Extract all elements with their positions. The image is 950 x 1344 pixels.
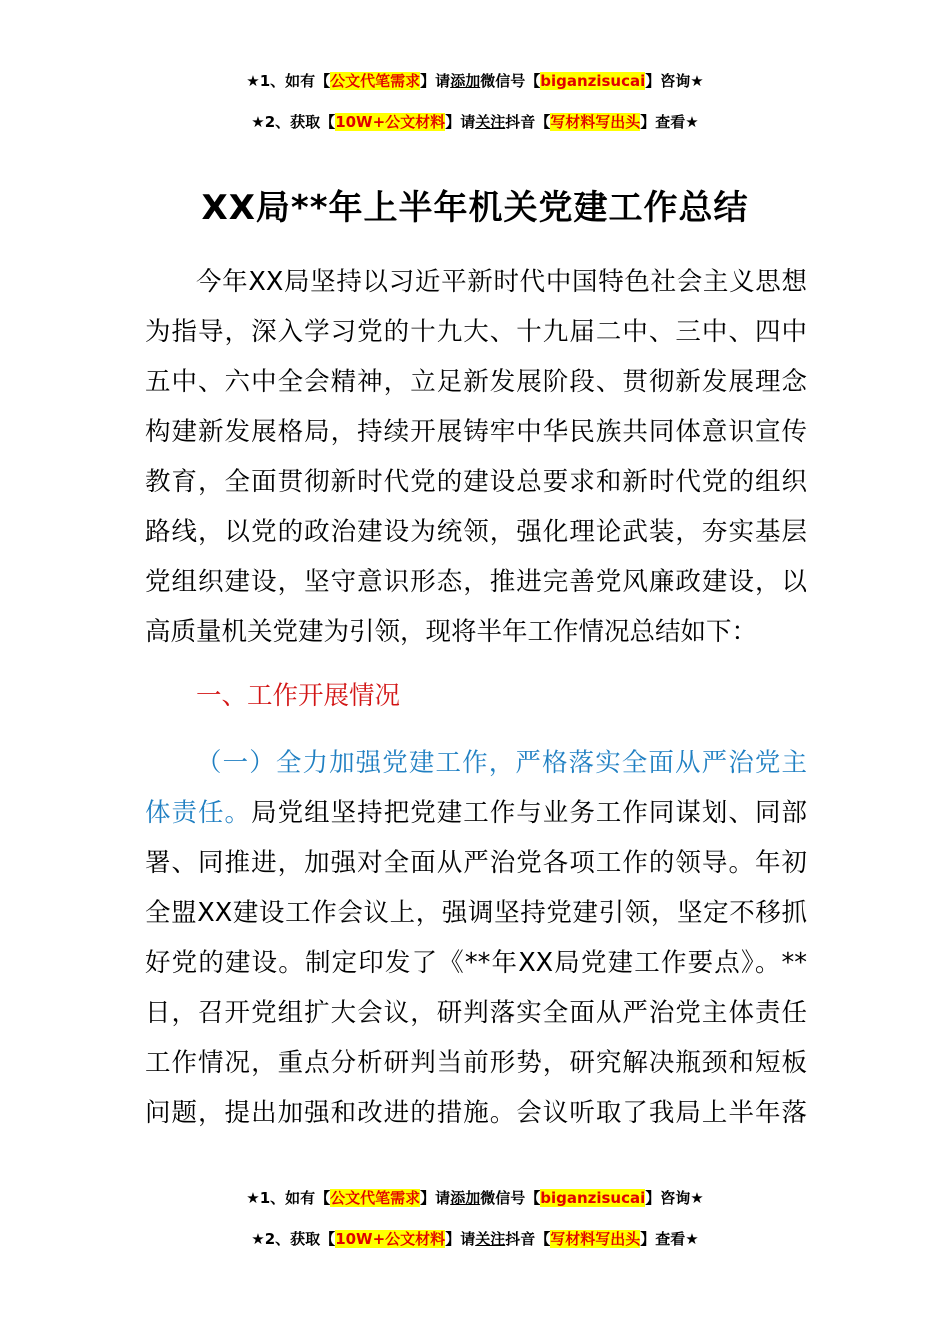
banner-text: 抖音【 <box>505 1230 551 1248</box>
header-banner-line-1 <box>0 70 950 92</box>
section-heading: 一、工作开展情况 <box>196 681 401 711</box>
paragraph-line: 问题，提出加强和改进的措施。会议听取了我局上半年落 <box>145 1098 807 1128</box>
banner-highlight: 写材料写出头 <box>550 1230 641 1248</box>
banner-text: 】请 <box>445 1230 476 1248</box>
paragraph-line: 五中、六中全会精神，立足新发展阶段、贯彻新发展理念 <box>145 367 807 397</box>
paragraph-line: 路线，以党的政治建设为统领，强化理论武装，夯实基层 <box>145 517 807 547</box>
banner-text: 】查看★ <box>640 113 699 131</box>
banner-underlined: 添加 <box>450 72 481 90</box>
banner-highlight: 写材料写出头 <box>550 113 641 131</box>
paragraph-line: 署、同推进，加强对全面从严治党各项工作的领导。年初 <box>145 848 807 878</box>
banner-highlight: biganzisucai <box>540 72 646 90</box>
banner-highlight: biganzisucai <box>540 1189 646 1207</box>
banner-text: 】请 <box>420 1189 451 1207</box>
banner-text: 】咨询★ <box>645 72 704 90</box>
footer-banner-line-2 <box>0 1228 950 1250</box>
banner-text: 】请 <box>420 72 451 90</box>
banner-text: 微信号【 <box>480 72 541 90</box>
banner-text: ★2、获取【 <box>251 1230 336 1248</box>
paragraph-line: 教育，全面贯彻新时代党的建设总要求和新时代党的组织 <box>145 467 807 497</box>
banner-text: 】查看★ <box>640 1230 699 1248</box>
paragraph-line: 今年XX局坚持以习近平新时代中国特色社会主义思想 <box>196 267 807 297</box>
footer-banner-line-1 <box>0 1187 950 1209</box>
banner-text: ★1、如有【 <box>246 72 331 90</box>
header-banner-line-2 <box>0 111 950 133</box>
paragraph-line: 高质量机关党建为引领，现将半年工作情况总结如下： <box>145 617 758 647</box>
banner-text: ★1、如有【 <box>246 1189 331 1207</box>
paragraph-line: 日，召开党组扩大会议，研判落实全面从严治党主体责任 <box>145 998 807 1028</box>
banner-text: 微信号【 <box>480 1189 541 1207</box>
subsection-heading: （一）全力加强党建工作，严格落实全面从严治党主 <box>196 748 807 778</box>
paragraph-line <box>145 795 807 831</box>
document-title: XX局**年上半年机关党建工作总结 <box>201 188 749 228</box>
paragraph-text: 局党组坚持把党建工作与业务工作同谋划、同部 <box>251 798 807 828</box>
paragraph-line: 全盟XX建设工作会议上，强调坚持党建引领，坚定不移抓 <box>145 898 807 928</box>
paragraph-line: 工作情况，重点分析研判当前形势，研究解决瓶颈和短板 <box>145 1048 807 1078</box>
paragraph-line: 构建新发展格局，持续开展铸牢中华民族共同体意识宣传 <box>145 417 807 447</box>
banner-highlight: 10W+公文材料 <box>335 113 446 131</box>
banner-text: 抖音【 <box>505 113 551 131</box>
subsection-heading-end: 体责任。 <box>145 798 252 828</box>
paragraph-line: 为指导，深入学习党的十九大、十九届二中、三中、四中 <box>145 317 807 347</box>
banner-highlight: 公文代笔需求 <box>330 72 421 90</box>
banner-text: ★2、获取【 <box>251 113 336 131</box>
banner-underlined: 添加 <box>450 1189 481 1207</box>
banner-underlined: 关注 <box>475 113 506 131</box>
banner-highlight: 公文代笔需求 <box>330 1189 421 1207</box>
paragraph-line: 党组织建设，坚守意识形态，推进完善党风廉政建设，以 <box>145 567 807 597</box>
banner-highlight: 10W+公文材料 <box>335 1230 446 1248</box>
banner-text: 】请 <box>445 113 476 131</box>
banner-underlined: 关注 <box>475 1230 506 1248</box>
paragraph-line: 好党的建设。制定印发了《**年XX局党建工作要点》。** <box>145 948 807 978</box>
banner-text: 】咨询★ <box>645 1189 704 1207</box>
